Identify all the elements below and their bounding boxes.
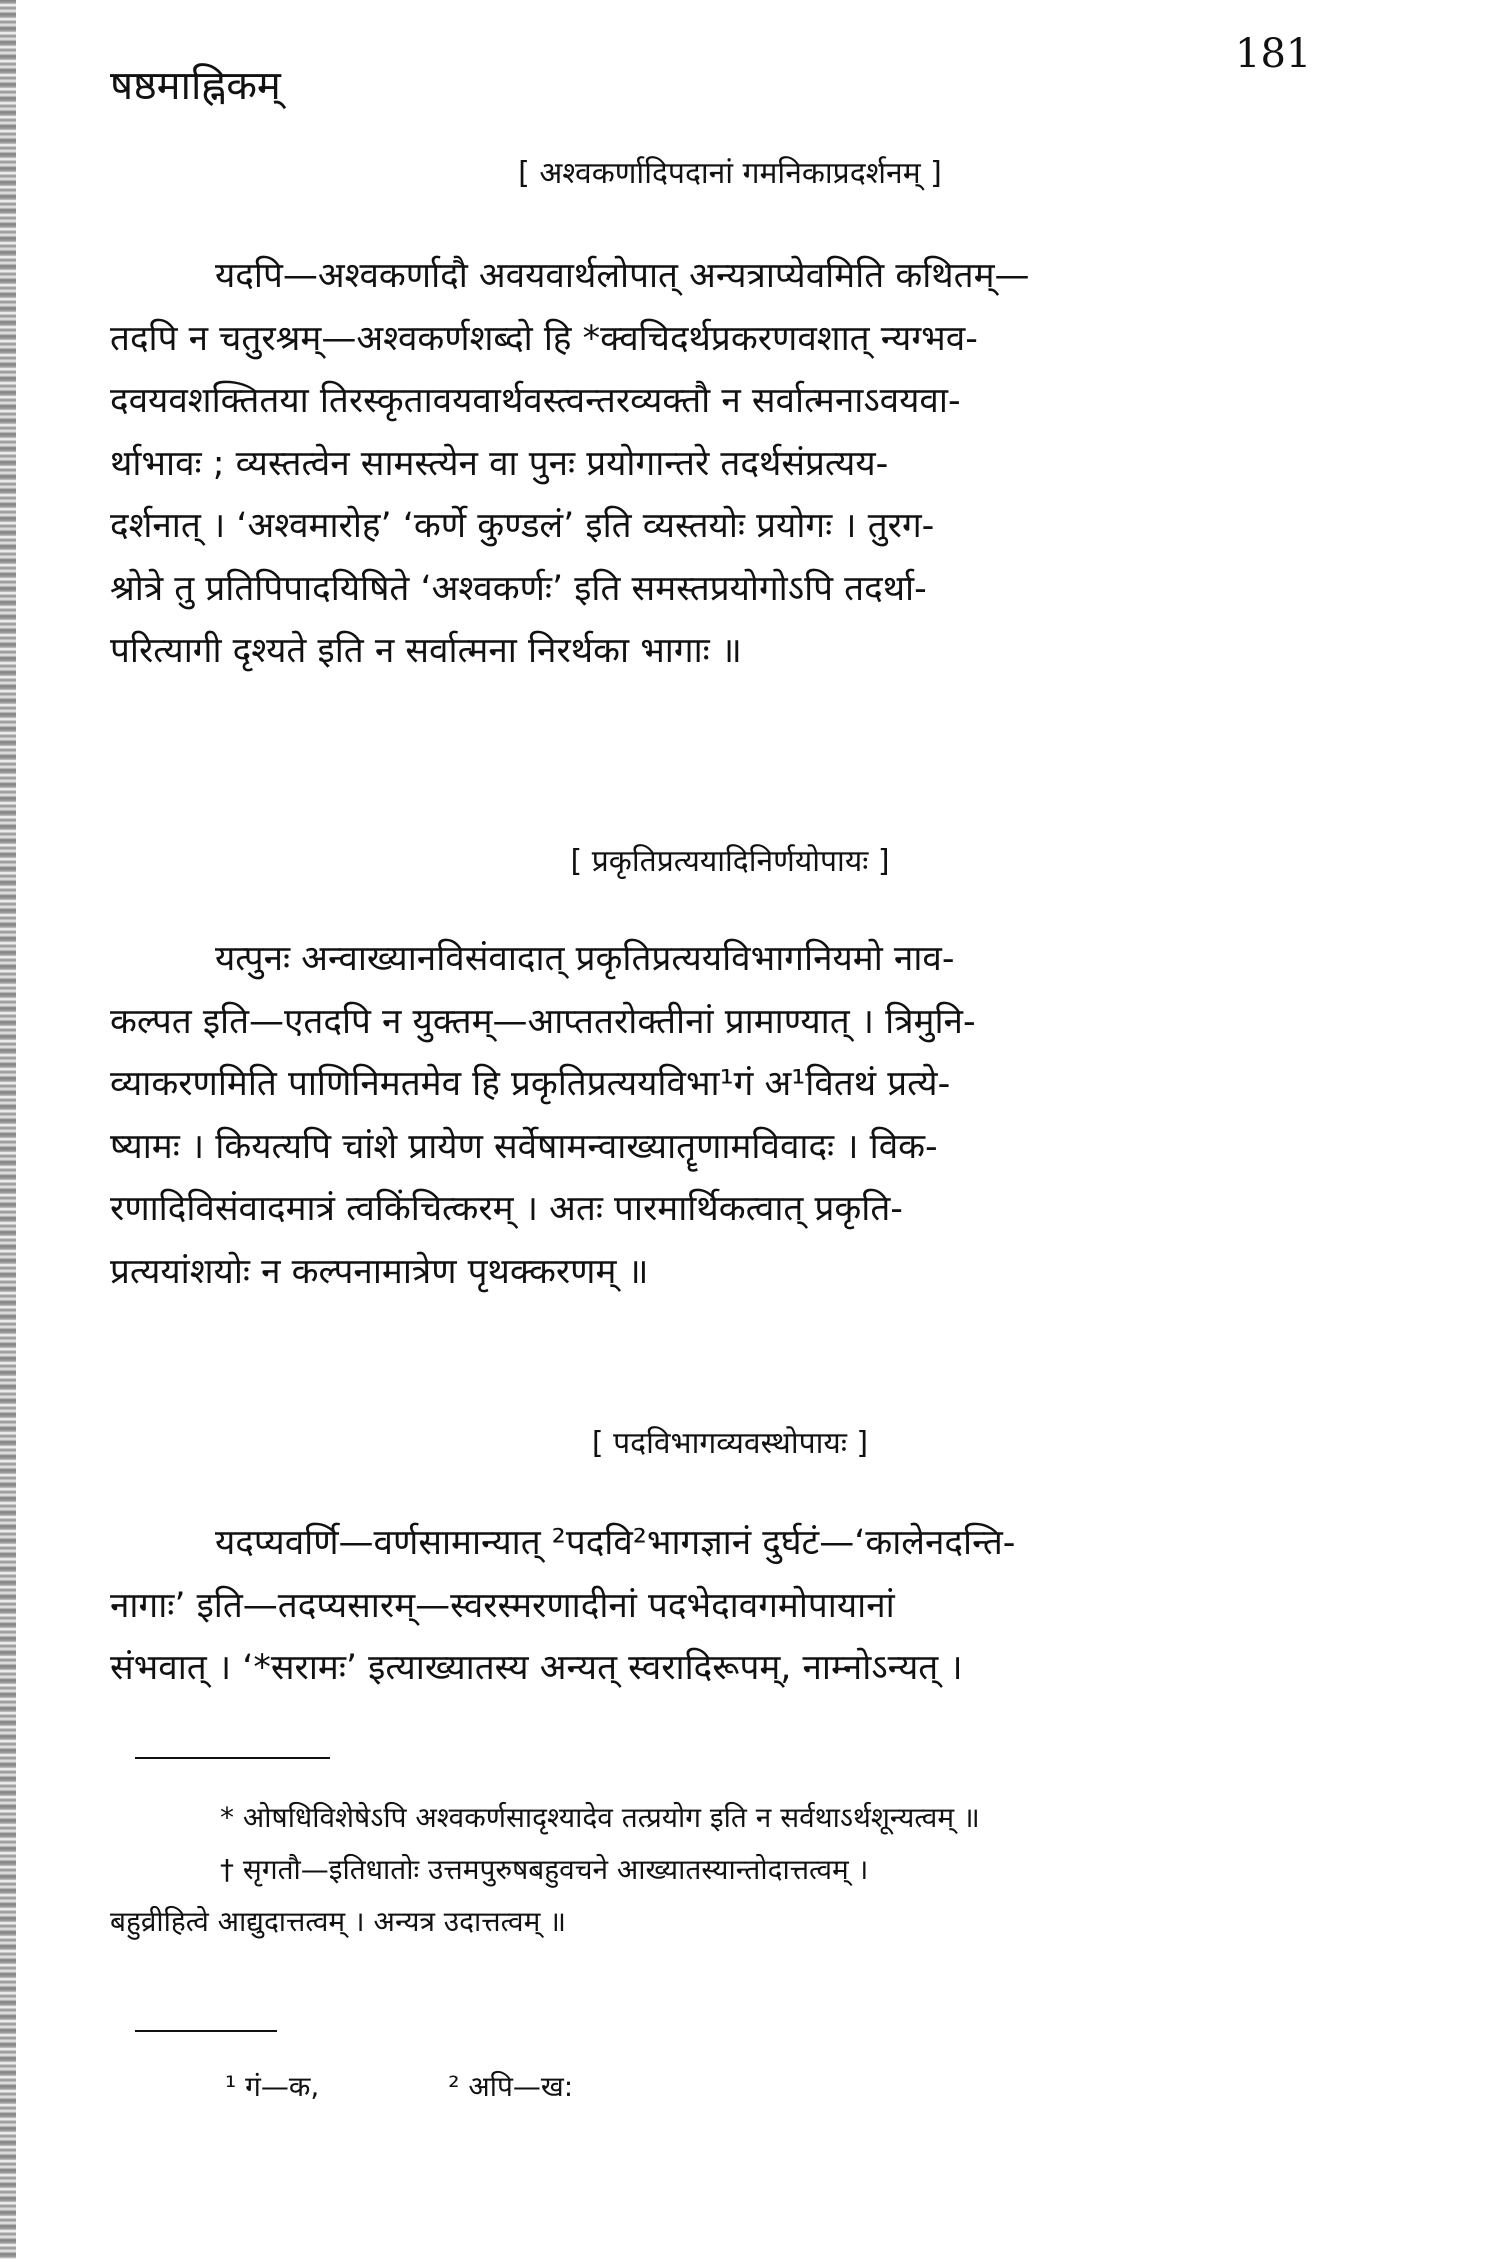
paragraph-line: श्रोत्रे तु प्रतिपिपादयिषिते ‘अश्वकर्णः’ इति समस्तप्रयोगोऽपि तदर्था- xyxy=(110,568,927,609)
variant-reading: ² अपि—ख: xyxy=(448,2070,574,2103)
scan-edge-shadow xyxy=(0,0,16,2259)
paragraph-line: यदपि—अश्वकर्णादौ अवयवार्थलोपात् अन्यत्राप्येवमिति कथितम्— xyxy=(215,256,1030,296)
paragraph-line: रणादिविसंवादमात्रं त्वकिंचित्करम् । अतः पारमार्थिकत्वात् प्रकृति- xyxy=(110,1189,903,1229)
paragraph-line: प्रत्ययांशयोः न कल्पनामात्रेण पृथक्करणम् ॥ xyxy=(110,1251,649,1292)
variant-readings xyxy=(225,2065,693,2109)
footnote-divider xyxy=(135,1757,330,1759)
paragraph-line: र्थाभावः ; व्यस्तत्वेन सामस्त्येन वा पुनः प्रयोगान्तरे तदर्थसंप्रत्यय- xyxy=(110,443,889,484)
paragraph xyxy=(110,1512,1350,1700)
variants-divider xyxy=(135,2030,277,2032)
paragraph-line: व्याकरणमिति पाणिनिमतमेव हि प्रकृतिप्रत्ययविभा¹गं अ¹वितथं प्रत्ये- xyxy=(110,1064,951,1104)
footnote-line: † सृगतौ—इतिधातोः उत्तमपुरुषबहुवचने आख्यातस्यान्तोदात्तत्वम् । xyxy=(220,1853,869,1886)
paragraph xyxy=(110,928,1350,1303)
variant-reading: ¹ गं—क, xyxy=(225,2070,320,2103)
paragraph-line: यदप्यवर्णि—वर्णसामान्यात् ²पदवि²भागज्ञानं दुर्घटं—‘कालेनदन्ति- xyxy=(215,1523,1016,1563)
page-number: 181 xyxy=(1235,31,1312,77)
footnote-line: * ओषधिविशेषेऽपि अश्वकर्णसादृश्यादेव तत्प्रयोग इति न सर्वथाऽर्थशून्यत्वम् ॥ xyxy=(220,1801,980,1834)
paragraph-line: तदपि न चतुरश्रम्—अश्वकर्णशब्दो हि *क्वचिदर्थप्रकरणवशात् न्यग्भव- xyxy=(110,318,978,359)
paragraph-line: यत्पुनः अन्वाख्यानविसंवादात् प्रकृतिप्रत्ययविभागनियमो नाव- xyxy=(215,939,955,979)
footnotes xyxy=(110,1792,1350,1948)
paragraph xyxy=(110,245,1350,683)
section-heading: [ प्रकृतिप्रत्ययादिनिर्णयोपायः ] xyxy=(570,844,890,879)
paragraph-line: संभवात् । ‘*सरामः’ इत्याख्यातस्य अन्यत् स्वरादिरूपम्, नाम्नोऽन्यत् । xyxy=(110,1648,963,1688)
footnote-line: बहुव्रीहित्वे आद्युदात्तत्वम् । अन्यत्र उदात्तत्वम् ॥ xyxy=(110,1905,567,1938)
running-head: षष्ठमाह्निकम् xyxy=(110,63,281,109)
paragraph-line: ष्यामः । कियत्यपि चांशे प्रायेण सर्वेषामन्वाख्यातॄणामविवादः । विक- xyxy=(110,1126,938,1167)
section-heading: [ अश्वकर्णादिपदानां गमनिकाप्रदर्शनम् ] xyxy=(518,156,942,191)
section-heading: [ पदविभागव्यवस्थोपायः ] xyxy=(591,1426,869,1461)
book-page xyxy=(110,0,1350,2259)
paragraph-line: दवयवशक्तितया तिरस्कृतावयवार्थवस्त्वन्तरव्यक्तौ न सर्वात्मनाऽवयवा- xyxy=(110,381,961,421)
paragraph-line: नागाः’ इति—तदप्यसारम्—स्वरस्मरणादीनां पदभेदावगमोपायानां xyxy=(110,1585,895,1626)
paragraph-line: कल्पत इति—एतदपि न युक्तम्—आप्ततरोक्तीनां प्रामाण्यात् । त्रिमुनि- xyxy=(110,1001,976,1042)
paragraph-line: परित्यागी दृश्यते इति न सर्वात्मना निरर्थका भागाः ॥ xyxy=(110,631,742,671)
paragraph-line: दर्शनात् । ‘अश्वमारोह’ ‘कर्णे कुण्डलं’ इति व्यस्तयोः प्रयोगः । तुरग- xyxy=(110,506,935,546)
